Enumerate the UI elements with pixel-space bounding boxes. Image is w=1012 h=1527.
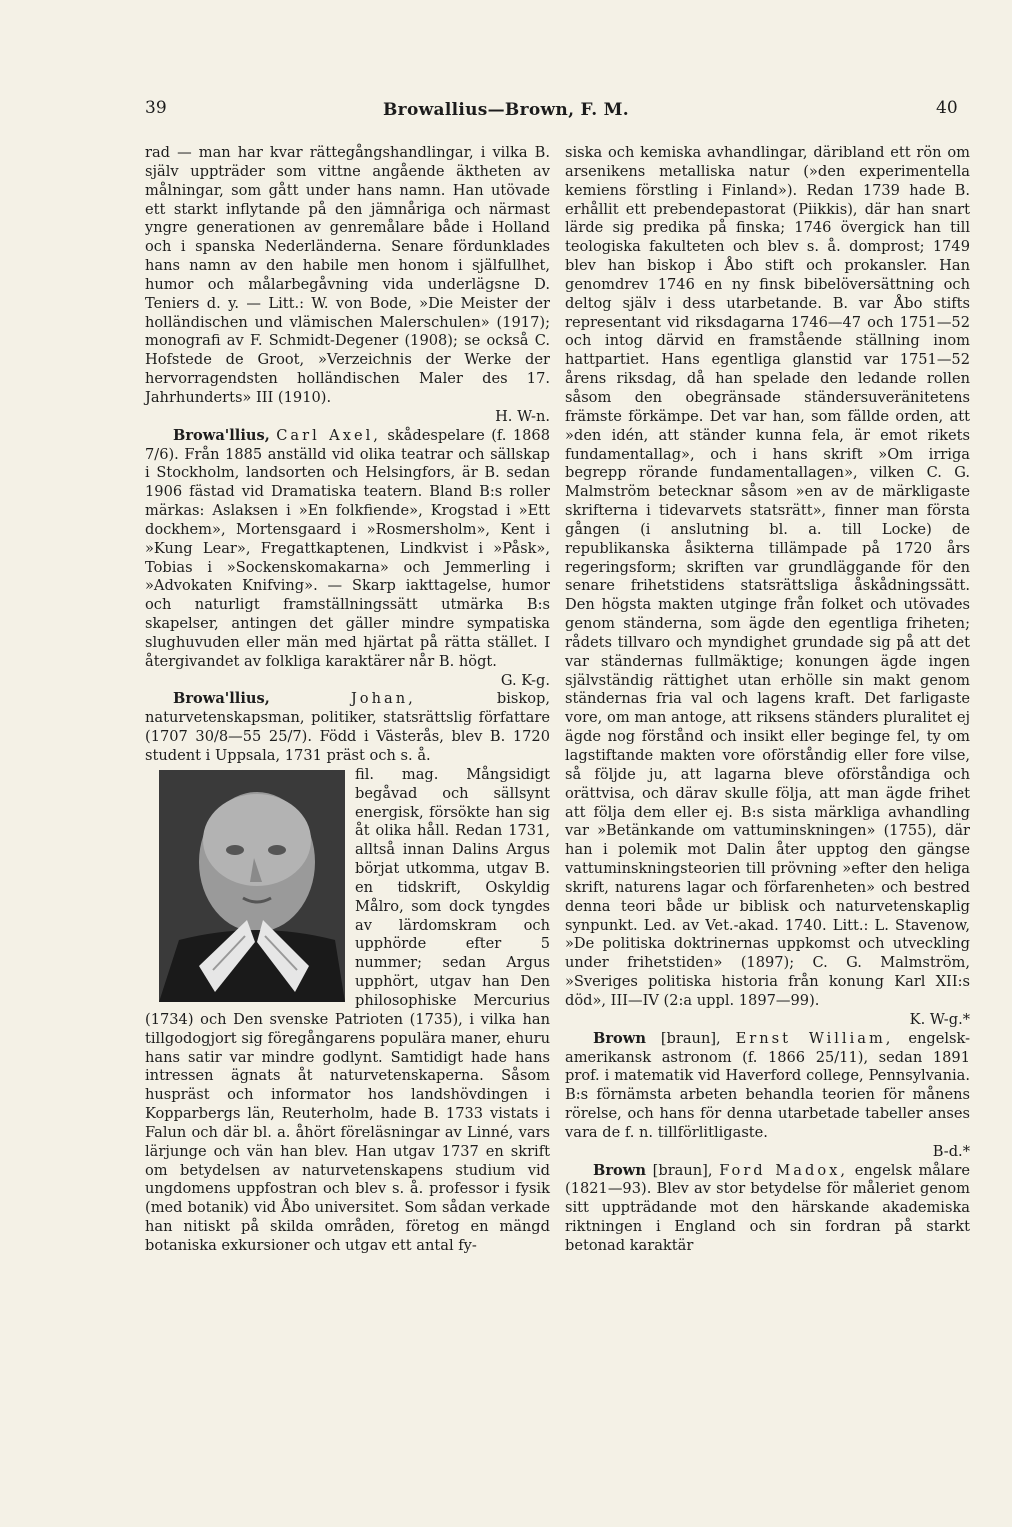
entry-text: fil. mag. Mångsidigt begåvad och sällsynt energisk, försökte han sig åt olika håll. Redan 1731, alltså innan Dalins Argus börjat utkomma, utgav B. en tidskrift, Oskyldig Målro, som dock tyngdes av lärdomskram och upphörde efter 5 nummer; sedan Argus upphört, utgav han Den philosophiske Mercurius (1734) och Den svenske Patrioten (1735), i vilka han tillgodogjort sig föregångarens populära maner, ehuru hans satir var mindre godlynt. Samtidigt hade hans intressen ägnats åt naturvetenskaperna. Såsom huspräst och informator hos landshövdingen i Kopparbergs län, Reuterholm, hade B. 1733 vistats i Falun och där bl. a. åhört föreläsningar av Linné, vars lärjunge och vän han blev. Han utgav 1737 en skrift om betydelsen av naturvetenskapens studium vid ungdomens uppfostran och blev s. å. professor i fysik (med botanik) vid Åbo universitet. Som sådan verkade han nitiskt på skilda områden, företog en mängd botaniska exkursioner och utgav ett antal fy- — [145, 765, 550, 1254]
page-number-left: 39 — [145, 98, 167, 118]
running-head: Browallius—Brown, F. M. — [383, 100, 629, 120]
entry-text: biskop, naturvetenskapsman, politiker, statsrättslig författare (1707 30/8—55 25/7). Född i Västerås, blev B. 1720 student i Uppsala, 1731 präst och s. å. — [145, 690, 550, 764]
entry-browallius-carl-axel — [145, 427, 550, 691]
left-column — [145, 144, 550, 1256]
paragraph-text: siska och kemiska avhandlingar, däribland ett rön om arsenikens metalliska natur (»den experimentella kemiens förstling i Finland»). Redan 1739 hade B. erhållit ett prebendepastorat (Piikkis), där han snart lärde sig predika på finska; 1746 övergick han till teologiska fakulteten och blev s. å. domprost; 1749 blev han biskop i Åbo stift och prokansler. Han genomdrev 1746 en ny finsk bibelöversättning och deltog själv i dess utarbetande. B. var Åbo stifts representant vid riksdagarna 1746—47 och 1751—52 och intog därvid en framstående ställning inom hattpartiet. Hans egentliga glanstid var 1751—52 årens riksdag, då han spelade den ledande rollen såsom den obegränsade ständersuveränitetens främste förkämpe. Det var han, som fällde orden, att »den idén, att ständer kunna fela, är emot rikets fundamentallag», och i hans skrift »Om irriga begrepp rörande fundamentallagen», vilken C. G. Malmström betecknar såsom »en av de märkligaste skrifterna i tidevarvets statsrätt», finner man första gången (i anslutning bl. a. till Locke) de republikanska åsikterna tillämpade på 1720 års regeringsform; skriften var grundläggande för den senare frihetstidens statsrättsliga åskådningssätt. Den högsta makten utginge från folket och utövades genom ständerna, som ägde den egentliga friheten; rådets tillvaro och myndighet grundade sig på att det var ständernas fullmäktige; konungen ägde ingen självständig rättighet utan erhölle sin makt genom ständernas fria val och lagens kraft. Det farligaste vore, om man antoge, att riksens ständers pluralitet ej ägde nog förstånd och insikt eller beginge fel, ty om lagstiftande makten vore oförståndig eller fore vilse, så följde ju, att lagarna bleve oförståndiga och orättvisa, och därav skulle följa, att man ägde frihet att följa dem eller ej. B:s sista märkliga avhandling var »Betänkande om vattuminskningen» (1755), där han i polemik mot Dalin åter upptog den gängse vattuminskningsteorien till prövning »efter den heliga skrift, naturens lagar och förfarenheten» och bestred denna teori både ur biblisk och naturvetenskaplig synpunkt. Led. av Vet.-akad. 1740. Litt.: L. Stavenow, »De politiska doktrinernas uppkomst och utveckling under frihetstiden» (1897); C. G. Malmström, »Sveriges politiska historia från konung Karl XII:s död», III—IV (2:a uppl. 1897—99). — [565, 144, 970, 1009]
signature: K. W-g.* — [909, 1010, 970, 1028]
entry-headword: Brown — [593, 1029, 646, 1047]
entry-brown-ernst-william — [565, 1030, 970, 1162]
paragraph — [565, 144, 970, 1030]
right-column — [565, 144, 970, 1256]
signature: H. W-n. — [495, 407, 550, 425]
portrait-image — [159, 770, 345, 1002]
paragraph — [145, 144, 550, 427]
signature: G. K-g. — [500, 671, 550, 689]
entry-headword: Browa'llius, — [173, 426, 270, 444]
entry-browallius-johan — [145, 690, 550, 765]
entry-text: engelsk målare (1821—93). Blev av stor betydelse för måleriet genom sitt uppträdande mot den härskande akademiska riktningen i England och sin fordran på starkt betonad karaktär — [565, 1161, 970, 1254]
signature: B-d.* — [932, 1142, 970, 1160]
entry-headword: Browa'llius, — [173, 690, 270, 708]
page-number-right: 40 — [936, 98, 958, 118]
entry-name: Carl Axel, — [276, 426, 381, 444]
entry-name: Ernst William, — [735, 1029, 894, 1047]
entry-text: engelsk-amerikansk astronom (f. 1866 25/11), sedan 1891 prof. i matematik vid Haverford college, Pennsylvania. B:s förnämsta arbeten behandla teorien för månens rörelse, och hans för denna utarbetade tabeller anses vara de f. n. tillförlitligaste. — [565, 1029, 971, 1141]
paragraph-text: rad — man har kvar rättegångshandlingar, i vilka B. själv uppträder som vittne angående äktheten av målningar, som gått under hans namn. Han utövade ett starkt inflytande på den jämnåriga och närmast yngre generationen av genremålare både i Holland och i spanska Nederländerna. Senare fördunklades hans namn av den habile men honom i själfullhet, humor och målarbegåvning vida underlägsne D. Teniers d. y. — Litt.: W. von Bode, »Die Meister der holländischen und vlämischen Malerschulen» (1917); monografi av F. Schmidt-Degener (1908); se också C. Hofstede de Groot, »Verzeichnis der Werke der hervorragendsten holländischen Maler des 17. Jahrhunderts» III (1910). — [145, 144, 550, 406]
entry-pronunciation: [braun], — [652, 1161, 713, 1179]
entry-pronunciation: [braun], — [660, 1029, 721, 1047]
entry-name: Ford Madox, — [719, 1161, 849, 1179]
entry-name: Johan, — [350, 690, 416, 708]
entry-brown-ford-madox — [565, 1162, 970, 1256]
entry-text: skådespelare (f. 1868 7/6). Från 1885 anställd vid olika teatrar och sällskap i Stockholm, landsorten och Helsingfors, är B. sedan 1906 fästad vid Dramatiska teatern. Bland B:s roller märkas: Aslaksen i »En folkfiende», Krogstad i »Ett dockhem», Mortensgaard i »Rosmersholm», Kent i »Kung Lear», Fregattkaptenen, Lindkvist i »Påsk», Tobias i »Sockenskomakarna» och Jemmerling i »Advokaten Knifving». — Skarp iakttagelse, humor och naturligt framställningssätt utmärka B:s skapelser, antingen det gäller mindre sympatiska slughuvuden eller män med hjärtat på rätta stället. I återgivandet av folkliga karaktärer når B. högt. — [145, 426, 551, 670]
entry-headword: Brown — [593, 1161, 646, 1179]
portrait-drawing — [159, 770, 345, 1002]
